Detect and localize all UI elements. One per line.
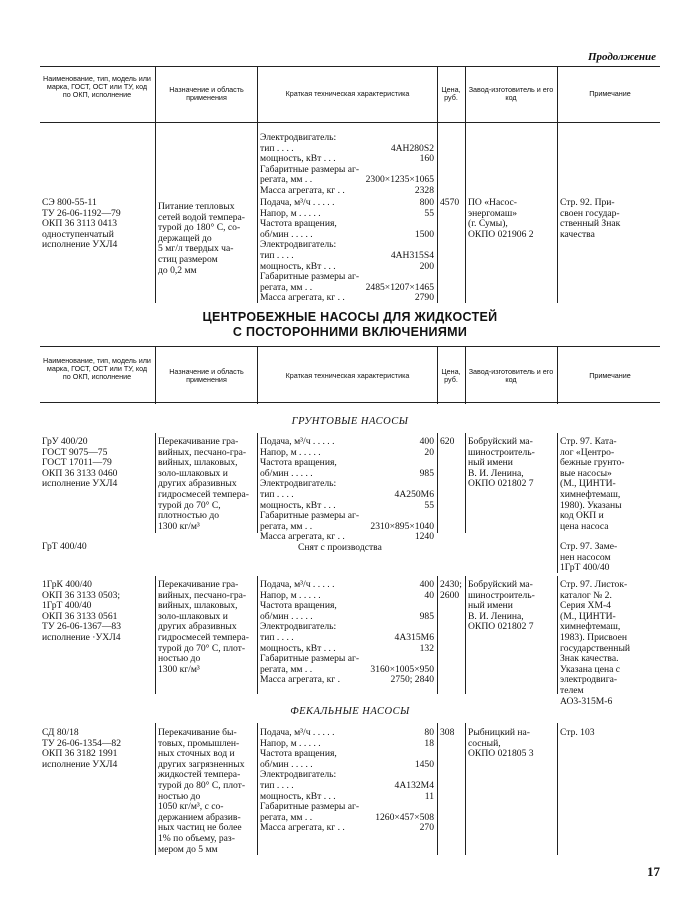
col3-divider-5a — [557, 433, 558, 573]
header-bottom-rule — [40, 122, 660, 123]
spec-value: 2328 — [414, 184, 434, 196]
spec-value: 80 — [424, 727, 434, 738]
spec-label: об/мин . . . . . — [260, 228, 313, 240]
spec-value: 4АН315S4 — [390, 249, 434, 261]
spec-label: об/мин . . . . . — [260, 610, 313, 622]
spec-label: Электродвигатель: — [260, 239, 337, 251]
col2-divider-5 — [557, 346, 558, 404]
col2-divider-1 — [155, 346, 156, 404]
col-header-note: Примечание — [589, 89, 631, 98]
col2-header-purpose: Назначение и область применения — [169, 367, 244, 384]
spec-label: об/мин . . . . . — [260, 758, 313, 770]
spec-label: Электродвигатель: — [260, 132, 337, 143]
spec-value: 985 — [419, 467, 434, 479]
spec-label: регата, мм . . — [260, 281, 313, 293]
spec-label: Габаритные размеры аг- — [260, 653, 360, 665]
spec-label: тип . . . . — [260, 488, 294, 500]
col-header-name: Наименование, тип, модель или марка, ГОСТ, ОСТ или ТУ, код по ОКП, исполнение — [43, 74, 151, 99]
spec-se800 — [260, 198, 434, 304]
spec-label: Частота вращения, — [260, 457, 337, 469]
purpose-gru400: Перекачивание гра- вийных, песчано-гра- вийных, шлаковых, золо-шлаковых и других абразивных гидросмесей темпера- турой до 70° С, плотностью до 1300 кг/м³ — [158, 436, 249, 532]
spec-label: Габаритные размеры аг- — [260, 163, 360, 175]
spec-label: регата, мм . . — [260, 174, 313, 186]
spec-label: тип . . . . — [260, 142, 294, 154]
spec-gru400 — [260, 437, 434, 543]
maker-grk400: Бобруйский ма- шиностроитель- ный имени В. И. Ленина, ОКПО 021802 7 — [468, 579, 535, 633]
col3-divider-2a — [257, 433, 258, 533]
spec-label: регата, мм . . — [260, 663, 313, 675]
spec-value: 4А315М6 — [394, 631, 434, 643]
spec-value: 985 — [419, 610, 434, 622]
spec-label: Электродвигатель: — [260, 769, 337, 781]
spec-line — [260, 823, 434, 834]
col3-divider-1b — [155, 576, 156, 694]
col2-divider-4 — [465, 346, 466, 404]
spec-label: мощность, кВт . . . — [260, 260, 336, 272]
col3-divider-4a — [465, 433, 466, 533]
spec-label: Масса агрегата, кг . . — [260, 531, 345, 543]
spec-value: 2790 — [414, 292, 434, 304]
price-gru400: 620 — [440, 436, 455, 447]
spec-label: Частота вращения, — [260, 600, 337, 612]
spec-label: Подача, м³/ч . . . . . — [260, 436, 335, 447]
col2-header-price: Цена, руб. — [441, 367, 461, 384]
header2-top-rule — [40, 346, 660, 347]
purpose-se800: Питание тепловых сетей водой темпера- турой до 180° С, со- держащей до 5 мг/л твердых ча- стиц размером до 0,2 мм — [158, 201, 245, 276]
col-header-maker: Завод-изготовитель и его код — [468, 85, 554, 102]
spec-value: 400 — [419, 579, 434, 590]
spec-label: Частота вращения, — [260, 218, 337, 230]
header2-bottom-rule — [40, 402, 660, 403]
continued-label: Продолжение — [587, 51, 656, 63]
spec-value: 270 — [419, 822, 434, 834]
spec-label: мощность, кВт . . . — [260, 499, 336, 511]
section-title: ЦЕНТРОБЕЖНЫЕ НАСОСЫ ДЛЯ ЖИДКОСТЕЙ С ПОСТОРОННИМИ ВКЛЮЧЕНИЯМИ — [202, 310, 498, 339]
spec-value: 160 — [419, 153, 434, 165]
col2-header-name: Наименование, тип, модель или марка, ГОСТ, ОСТ или ТУ, код по ОКП, исполнение — [43, 356, 151, 381]
col3-divider-2b — [257, 576, 258, 694]
col-header-purpose: Назначение и область применения — [169, 85, 244, 102]
price-sd80: 308 — [440, 727, 455, 738]
spec-label: Габаритные размеры аг- — [260, 271, 360, 283]
spec-label: Подача, м³/ч . . . . . — [260, 727, 335, 738]
header-top-rule — [40, 66, 660, 67]
spec-value: 200 — [419, 260, 434, 272]
spec-label: Частота вращения, — [260, 748, 337, 760]
note-sd80: Стр. 103 — [560, 727, 595, 738]
spec-label: тип . . . . — [260, 779, 294, 791]
spec-value: 20 — [424, 446, 434, 458]
col2-header-note: Примечание — [589, 371, 631, 380]
spec-label: Масса агрегата, кг . . — [260, 184, 345, 196]
purpose-sd80: Перекачивание бы- товых, промышлен- ных сточных вод и других загрязненных жидкостей темпера- турой до 80° С, плот- ностью до 1050 кг/м³, с со- держанием абразив- ных частиц не более 1% по объему, раз- мером до 5 мм — [158, 727, 246, 855]
col4-divider-1 — [155, 723, 156, 855]
spec-label: Напор, м . . . . . — [260, 207, 321, 219]
price-se800: 4570 — [440, 197, 460, 208]
col-divider-2 — [257, 66, 258, 303]
col4-divider-5 — [557, 723, 558, 855]
spec-label: Напор, м . . . . . — [260, 589, 321, 601]
spec-label: Габаритные размеры аг- — [260, 801, 360, 813]
spec-value: 18 — [424, 737, 434, 749]
removed-from-production: Снят с производства — [298, 542, 382, 553]
spec-value: 2750; 2840 — [390, 674, 434, 686]
spec-label: Масса агрегата, кг . . — [260, 292, 345, 304]
spec-label: Масса агрегата, кг . . — [260, 822, 345, 834]
spec-value: 40 — [424, 589, 434, 601]
col2-divider-2 — [257, 346, 258, 404]
spec-label: Электродвигатель: — [260, 478, 337, 490]
spec-value: 1240 — [414, 531, 434, 543]
spec-value: 4А250М6 — [394, 488, 434, 500]
spec-label: регата, мм . . — [260, 520, 313, 532]
spec-sd80 — [260, 728, 434, 834]
spec-label: регата, мм . . — [260, 811, 313, 823]
spec-label: об/мин . . . . . — [260, 467, 313, 479]
col3-divider-4b — [465, 576, 466, 694]
col2-header-specs: Краткая техническая характеристика — [285, 371, 410, 380]
spec-value: 2300×1235×1065 — [365, 174, 434, 186]
spec-label: Напор, м . . . . . — [260, 737, 321, 749]
spec-value: 1260×457×508 — [375, 811, 434, 823]
spec-label: тип . . . . — [260, 249, 294, 261]
model-sd80: СД 80/18 ТУ 26-06-1354—82 ОКП 36 3182 1991 исполнение УХЛ4 — [42, 727, 122, 770]
subsection-fecal-pumps: ФЕКАЛЬНЫЕ НАСОСЫ — [290, 706, 410, 717]
col4-divider-3 — [437, 723, 438, 855]
col3-divider-1a — [155, 433, 156, 533]
spec-label: Масса агрегата, кг . — [260, 674, 341, 686]
note-grt400: Стр. 97. Заме- нен насосом 1ГрТ 400/40 — [560, 541, 618, 574]
spec-se800-top — [260, 133, 434, 197]
page-number: 17 — [647, 864, 660, 879]
maker-gru400: Бобруйский ма- шиностроитель- ный имени В. И. Ленина, ОКПО 021802 7 — [468, 436, 535, 490]
col-divider-4 — [465, 66, 466, 303]
col3-divider-5b — [557, 576, 558, 694]
spec-value: 4А132М4 — [394, 779, 434, 791]
note-grk400: Стр. 97. Листок- каталог № 2. Серия ХМ-4 (М., ЦИНТИ- химнефтемаш, 1983). Присвоен государственный Знак качества. Указана цена с электродвига- телем АО3-315М-6 — [560, 579, 631, 707]
col4-divider-4 — [465, 723, 466, 855]
subsection-grunt-pumps: ГРУНТОВЫЕ НАСОСЫ — [291, 416, 409, 427]
spec-value: 400 — [419, 436, 434, 447]
spec-value: 55 — [424, 499, 434, 511]
spec-value: 11 — [424, 790, 434, 802]
spec-label: мощность, кВт . . . — [260, 153, 336, 165]
spec-value: 2310×895×1040 — [370, 520, 434, 532]
spec-line — [260, 293, 434, 304]
col-header-price: Цена, руб. — [441, 85, 461, 102]
spec-value: 132 — [419, 642, 434, 654]
price-grk400: 2430; 2600 — [440, 579, 462, 601]
maker-sd80: Рыбницкий на- сосный, ОКПО 021805 3 — [468, 727, 534, 760]
col-divider-5 — [557, 66, 558, 303]
spec-grk400 — [260, 580, 434, 686]
spec-value: 1500 — [414, 228, 434, 240]
col3-divider-3a — [437, 433, 438, 533]
note-gru400: Стр. 97. Ката- лог «Центро- бежные грунто- вые насосы» (М., ЦИНТИ- химнефтемаш, 1980). Указаны код ОКП и цена насоса — [560, 436, 625, 532]
col3-divider-3b — [437, 576, 438, 694]
spec-value: 4АН280S2 — [390, 142, 434, 154]
spec-label: Напор, м . . . . . — [260, 446, 321, 458]
spec-line — [260, 186, 434, 197]
spec-value: 2485×1207×1465 — [365, 281, 434, 293]
spec-value: 3160×1005×950 — [370, 663, 434, 675]
col-divider-1 — [155, 66, 156, 303]
spec-label: мощность, кВт . . . — [260, 642, 336, 654]
spec-label: Подача, м³/ч . . . . . — [260, 579, 335, 590]
col-header-specs: Краткая техническая характеристика — [285, 89, 410, 98]
maker-se800: ПО «Насос- энергомаш» (г. Сумы), ОКПО 021906 2 — [468, 197, 534, 240]
spec-label: мощность, кВт . . . — [260, 790, 336, 802]
note-se800: Стр. 92. При- своен государ- ственный Знак качества — [560, 197, 621, 240]
spec-label: тип . . . . — [260, 631, 294, 643]
model-gru400: ГрУ 400/20 ГОСТ 9075—75 ГОСТ 17011—79 ОКП 36 3133 0460 исполнение УХЛ4 — [42, 436, 118, 490]
spec-value: 55 — [424, 207, 434, 219]
spec-value: 1450 — [414, 758, 434, 770]
spec-value: 800 — [419, 197, 434, 208]
model-grt400: ГрТ 400/40 — [42, 541, 87, 552]
spec-line — [260, 675, 434, 686]
model-grk400: 1ГрК 400/40 ОКП 36 3133 0503; 1ГрТ 400/40 ОКП 36 3133 0561 ТУ 26-06-1367—83 исполнение ·УХЛ4 — [42, 579, 122, 643]
spec-label: Электродвигатель: — [260, 621, 337, 633]
purpose-grk400: Перекачивание гра- вийных, песчано-гра- вийных, шлаковых, золо-шлаковых и других абразивных гидросмесей темпера- турой до 70° С, плот- ностью до 1300 кг/м³ — [158, 579, 249, 675]
col2-header-maker: Завод-изготовитель и его код — [468, 367, 554, 384]
spec-label: Подача, м³/ч . . . . . — [260, 197, 335, 208]
model-se800: СЭ 800-55-11 ТУ 26-06-1192—79 ОКП 36 3113 0413 одноступенчатый исполнение УХЛ4 — [42, 197, 121, 251]
col4-divider-2 — [257, 723, 258, 855]
spec-label: Габаритные размеры аг- — [260, 510, 360, 522]
